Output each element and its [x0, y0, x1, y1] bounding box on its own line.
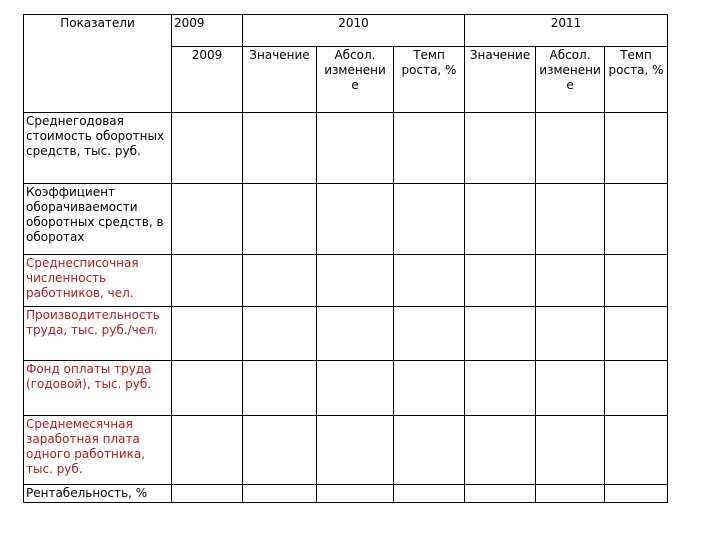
row-label-profitability: Рентабельность, % — [24, 485, 172, 503]
table-row — [24, 255, 668, 307]
table-row — [24, 184, 668, 255]
table-cell — [394, 416, 465, 485]
row-label-avg-working-capital: Среднегодовая стоимость оборотных средств, тыс. руб. — [24, 113, 172, 184]
table-cell — [536, 485, 605, 503]
table-cell — [394, 113, 465, 184]
table-cell — [465, 416, 536, 485]
table-cell — [394, 184, 465, 255]
table-cell — [172, 485, 243, 503]
table-cell — [465, 113, 536, 184]
table-cell — [243, 485, 317, 503]
table-cell — [317, 307, 394, 361]
subheader-value-2011: Значение — [465, 47, 536, 113]
table-row — [24, 361, 668, 416]
table-cell — [317, 361, 394, 416]
table-cell — [172, 113, 243, 184]
table-cell — [605, 255, 668, 307]
table-cell — [605, 184, 668, 255]
subheader-growth-rate-2011: Темп роста, % — [605, 47, 668, 113]
row-label-productivity: Производительность труда, тыс. руб./чел. — [24, 307, 172, 361]
subheader-growth-rate-2010: Темп роста, % — [394, 47, 465, 113]
table-cell — [243, 361, 317, 416]
table-cell — [317, 255, 394, 307]
table-cell — [172, 184, 243, 255]
table-cell — [465, 485, 536, 503]
table-cell — [317, 485, 394, 503]
table-cell — [172, 416, 243, 485]
table-cell — [465, 361, 536, 416]
subheader-abs-change-2011: Абсол. изменени е — [536, 47, 605, 113]
table-cell — [536, 307, 605, 361]
subheader-value-2010: Значение — [243, 47, 317, 113]
table-cell — [605, 416, 668, 485]
table-cell — [536, 361, 605, 416]
header-year-2010: 2010 — [243, 15, 465, 47]
header-indicators: Показатели — [24, 15, 172, 113]
row-label-headcount: Среднесписочная численность работников, чел. — [24, 255, 172, 307]
table-row — [24, 307, 668, 361]
table-cell — [605, 307, 668, 361]
table-cell — [243, 184, 317, 255]
table-cell — [243, 255, 317, 307]
row-label-turnover-ratio: Коэффициент оборачиваемости оборотных средств, в оборотах — [24, 184, 172, 255]
table-row — [24, 113, 668, 184]
subheader-abs-change-2010: Абсол. изменени е — [317, 47, 394, 113]
indicators-table — [23, 14, 668, 503]
table-cell — [317, 184, 394, 255]
table-cell — [317, 416, 394, 485]
table-cell — [317, 113, 394, 184]
table-cell — [394, 307, 465, 361]
table-cell — [605, 113, 668, 184]
table-cell — [465, 255, 536, 307]
header-year-2011: 2011 — [465, 15, 668, 47]
table-cell — [536, 255, 605, 307]
row-label-avg-monthly-salary: Среднемесячная заработная плата одного работника, тыс. руб. — [24, 416, 172, 485]
table-cell — [605, 361, 668, 416]
table-row — [24, 485, 668, 503]
table-cell — [465, 184, 536, 255]
table-cell — [605, 485, 668, 503]
table-cell — [172, 361, 243, 416]
table-cell — [536, 184, 605, 255]
table-cell — [394, 485, 465, 503]
table-cell — [172, 307, 243, 361]
table-cell — [243, 113, 317, 184]
header-year-2009: 2009 — [172, 15, 243, 47]
row-label-payroll-fund: Фонд оплаты труда (годовой), тыс. руб. — [24, 361, 172, 416]
table-cell — [394, 361, 465, 416]
subheader-2009: 2009 — [172, 47, 243, 113]
table-cell — [172, 255, 243, 307]
table-row — [24, 416, 668, 485]
table-cell — [243, 307, 317, 361]
table-cell — [465, 307, 536, 361]
table-cell — [536, 113, 605, 184]
table-cell — [394, 255, 465, 307]
table-cell — [536, 416, 605, 485]
table-cell — [243, 416, 317, 485]
